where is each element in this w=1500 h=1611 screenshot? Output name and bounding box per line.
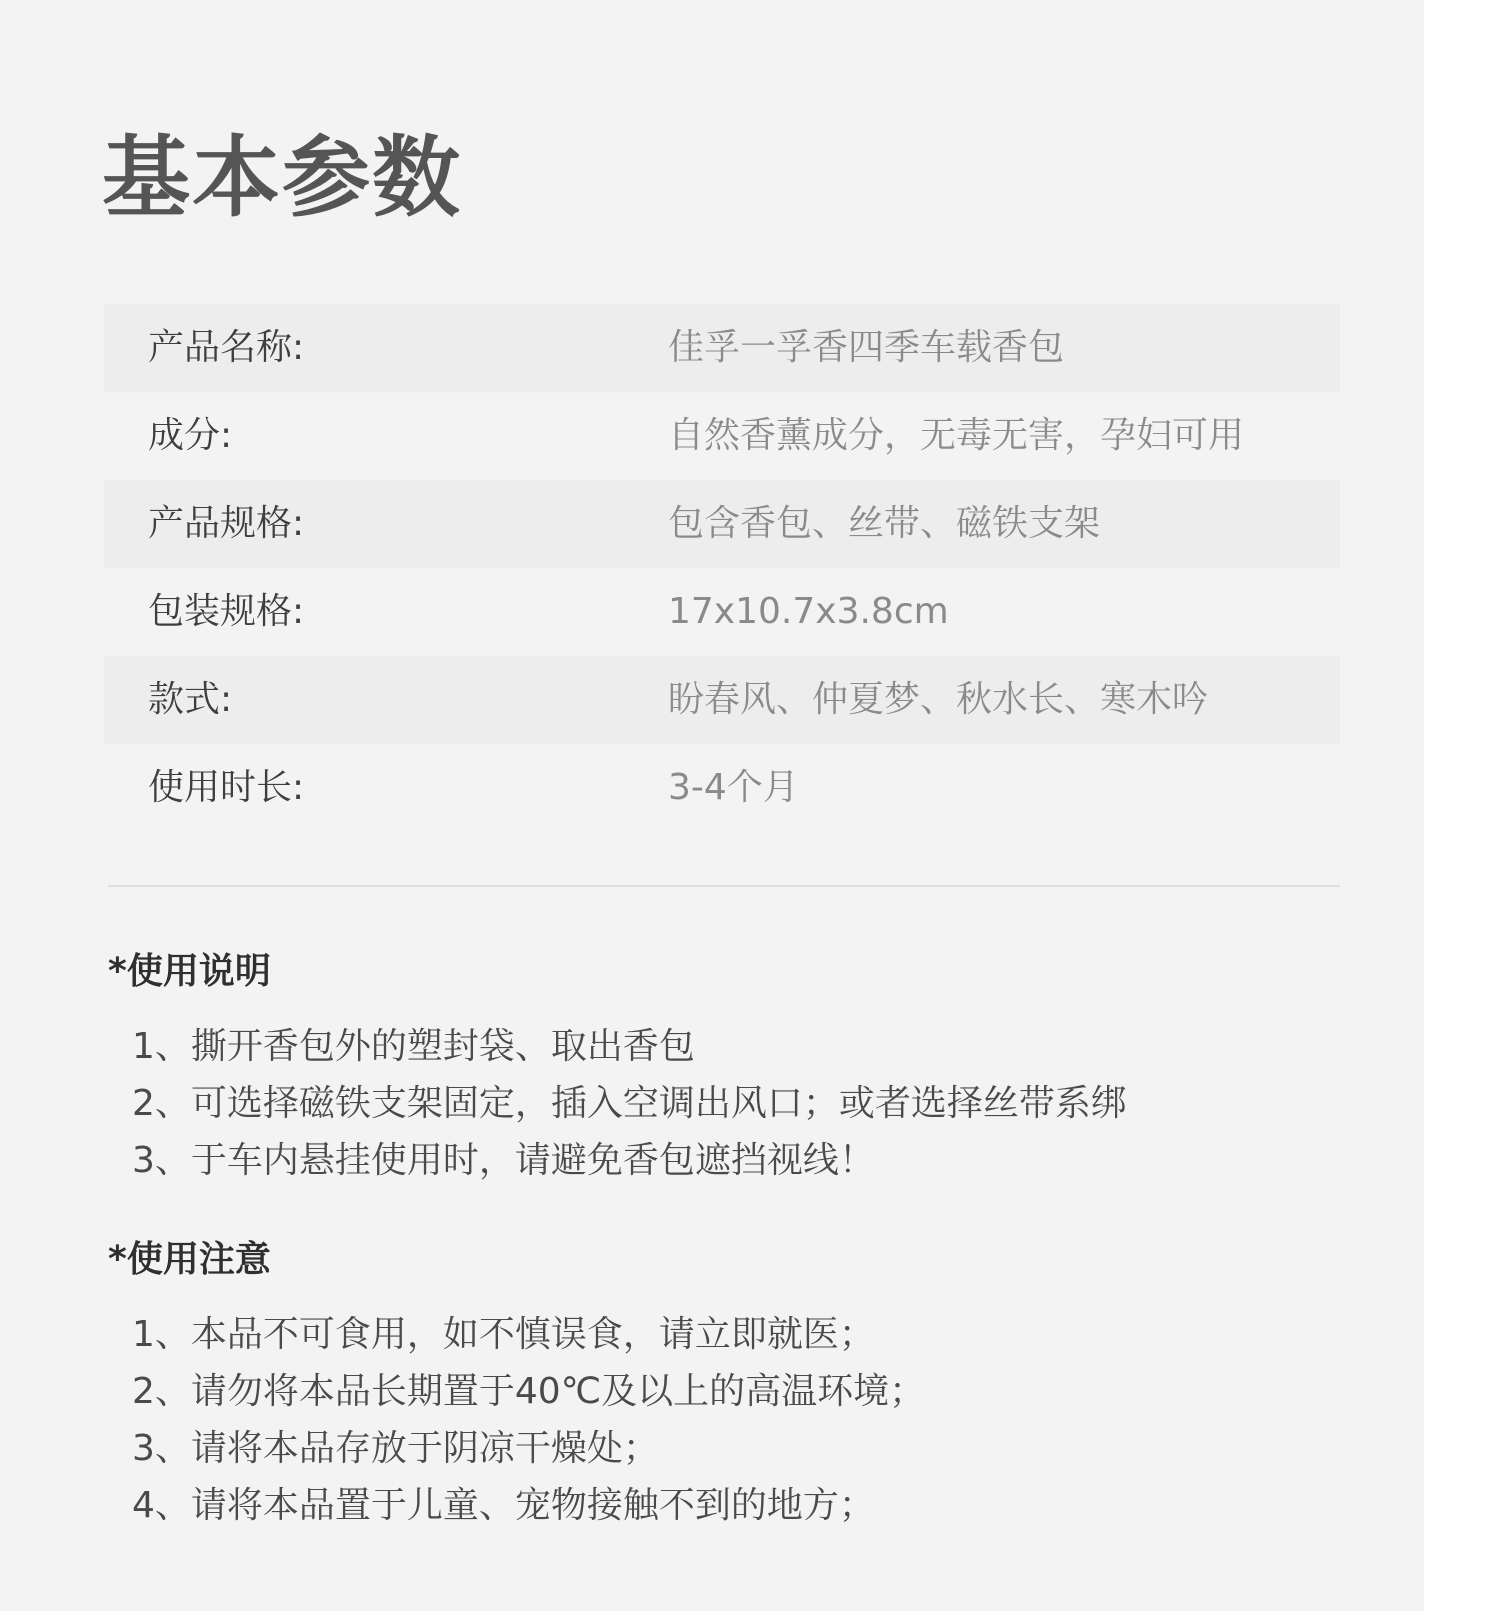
- spec-label: 款式:: [148, 679, 233, 720]
- spec-value: 3-4个月: [668, 767, 799, 808]
- spec-row-duration: [104, 744, 1340, 832]
- list-item: 4、请将本品置于儿童、宠物接触不到的地方；: [132, 1485, 875, 1526]
- section-divider: [108, 885, 1340, 887]
- list-item: 3、于车内悬挂使用时，请避免香包遮挡视线！: [132, 1140, 875, 1181]
- page-title: 基本参数: [102, 126, 463, 229]
- spec-table: [104, 304, 1340, 832]
- spec-row-product-name: [104, 304, 1340, 392]
- spec-label: 包装规格:: [148, 591, 305, 632]
- spec-value: 包含香包、丝带、磁铁支架: [668, 503, 1101, 544]
- spec-value: 自然香薰成分，无毒无害，孕妇可用: [668, 415, 1245, 456]
- list-item: 1、撕开香包外的塑封袋、取出香包: [132, 1026, 695, 1067]
- usage-list: [108, 1018, 1348, 1189]
- spec-value: 17x10.7x3.8cm: [668, 591, 949, 632]
- spec-label: 产品名称:: [148, 327, 305, 368]
- spec-row-ingredients: [104, 392, 1340, 480]
- spec-row-styles: [104, 656, 1340, 744]
- spec-label: 产品规格:: [148, 503, 305, 544]
- usage-notice-section: [108, 1230, 1348, 1534]
- notice-list: [108, 1306, 1348, 1534]
- list-item: 3、请将本品存放于阴凉干燥处；: [132, 1428, 659, 1469]
- notice-heading: *使用注意: [108, 1239, 271, 1280]
- list-item: 2、可选择磁铁支架固定，插入空调出风口；或者选择丝带系绑: [132, 1083, 1127, 1124]
- spec-label: 成分:: [148, 415, 233, 456]
- spec-row-package-size: [104, 568, 1340, 656]
- spec-value: 佳孚一孚香四季车载香包: [668, 327, 1065, 368]
- spec-value: 盼春风、仲夏梦、秋水长、寒木吟: [668, 679, 1209, 720]
- usage-instructions-section: [108, 942, 1348, 1189]
- spec-label: 使用时长:: [148, 767, 305, 808]
- usage-heading: *使用说明: [108, 951, 271, 992]
- list-item: 1、本品不可食用，如不慎误食，请立即就医；: [132, 1314, 875, 1355]
- spec-row-product-spec: [104, 480, 1340, 568]
- list-item: 2、请勿将本品长期置于40℃及以上的高温环境；: [132, 1371, 926, 1412]
